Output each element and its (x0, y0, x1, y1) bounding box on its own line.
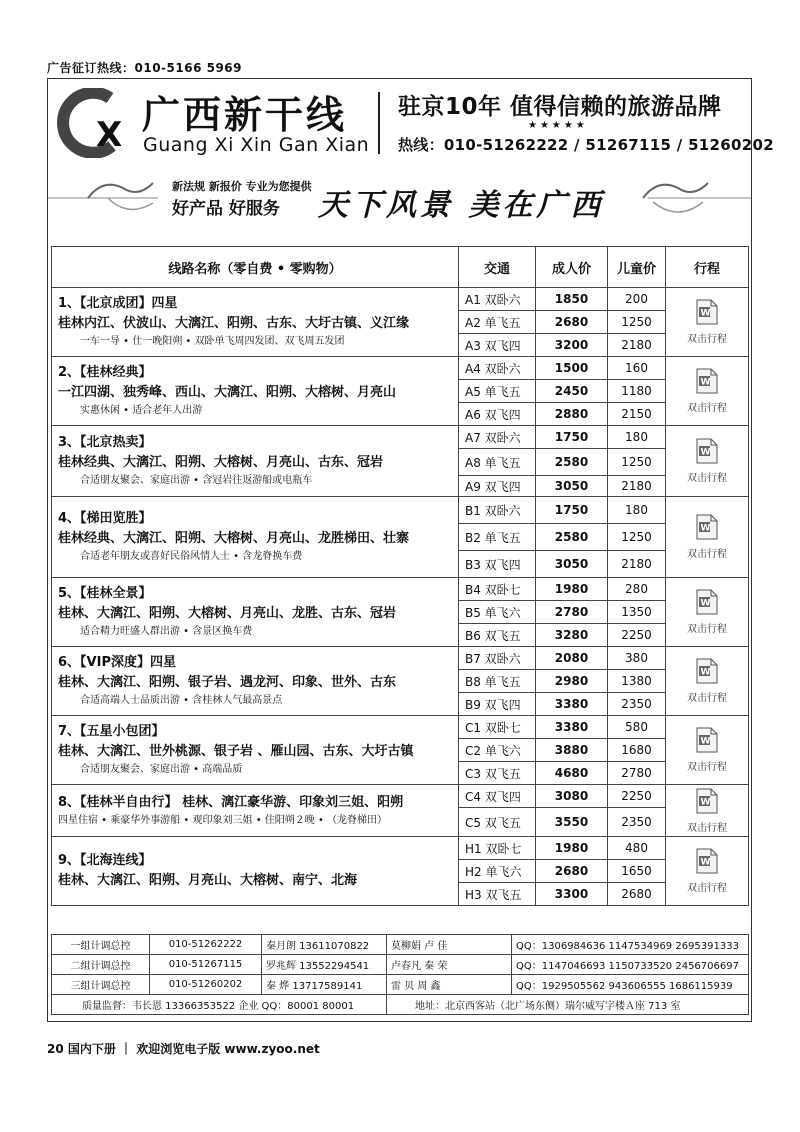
transport-code: B5 单飞六 (459, 601, 536, 624)
contact-group: 三组计调总控 (52, 975, 150, 995)
itinerary-label[interactable]: 双击行程 (687, 549, 727, 560)
transport-code: B3 双飞四 (459, 551, 536, 578)
route-note: 一车一导 • 仕一晚阳朔 • 双卧单飞周四发团、双飞周五发团 (80, 336, 345, 347)
itinerary-link[interactable] (666, 837, 749, 906)
route-title: 3、【北京热卖】 (58, 435, 152, 450)
itinerary-link[interactable] (666, 357, 749, 426)
route-title: 6、【VIP深度】四星 (58, 655, 176, 670)
contact-row (52, 955, 749, 975)
contact-phone: 010-51260202 (150, 975, 262, 995)
table-row (52, 357, 749, 380)
transport-code: B9 双飞四 (459, 693, 536, 716)
adult-price: 2980 (536, 670, 608, 693)
adult-price: 3550 (536, 808, 608, 837)
transport-code: A5 单飞五 (459, 380, 536, 403)
transport-code: A3 双飞四 (459, 334, 536, 357)
route-info (52, 716, 459, 785)
transport-code: C5 双飞五 (459, 808, 536, 837)
col-route: 线路名称（零自费 • 零购物） (52, 247, 459, 288)
transport-code: A6 双飞四 (459, 403, 536, 426)
routes-table (51, 246, 749, 906)
transport-code: H1 双卧七 (459, 837, 536, 860)
adult-price: 2580 (536, 449, 608, 476)
adult-price: 2080 (536, 647, 608, 670)
contact-group: 一组计调总控 (52, 935, 150, 955)
child-price: 1250 (608, 524, 666, 551)
route-info (52, 288, 459, 357)
table-row (52, 578, 749, 601)
adult-price: 3080 (536, 785, 608, 808)
child-price: 280 (608, 578, 666, 601)
child-price: 2150 (608, 403, 666, 426)
svg-text:W: W (700, 667, 711, 678)
transport-code: C4 双飞四 (459, 785, 536, 808)
quality-supervision: 质量监督：韦长恩 13366353522 企业 QQ：80001 80001 (52, 995, 387, 1015)
route-title: 4、【梯田览胜】 (58, 511, 152, 526)
child-price: 1650 (608, 860, 666, 883)
child-price: 1350 (608, 601, 666, 624)
child-price: 380 (608, 647, 666, 670)
route-info (52, 426, 459, 497)
adult-price: 2450 (536, 380, 608, 403)
word-doc-icon[interactable] (696, 514, 718, 540)
adult-price: 4680 (536, 762, 608, 785)
route-info (52, 647, 459, 716)
adult-price: 1750 (536, 426, 608, 449)
svg-text:X: X (96, 115, 123, 155)
contacts-table (51, 934, 749, 1015)
table-row (52, 716, 749, 739)
route-stops: 一江四湖、独秀峰、西山、大漓江、阳朔、大榕树、月亮山 (58, 385, 397, 400)
child-price: 1680 (608, 739, 666, 762)
child-price: 2780 (608, 762, 666, 785)
transport-code: A2 单飞五 (459, 311, 536, 334)
header-divider (378, 92, 380, 154)
word-doc-icon[interactable] (696, 788, 718, 814)
route-stops: 桂林、大漓江、阳朔、银子岩、遇龙河、印象、世外、古东 (58, 675, 397, 690)
route-note: 四星住宿 • 乘豪华外事游船 • 观印象刘三姐 • 住阳朔２晚 • （龙脊梯田） (58, 814, 388, 826)
transport-code: B4 双卧七 (459, 578, 536, 601)
route-stops: 桂林、大漓江、阳朔、月亮山、大榕树、南宁、北海 (58, 873, 358, 888)
contact-phone: 010-51262222 (150, 935, 262, 955)
adult-price: 3380 (536, 693, 608, 716)
word-doc-icon[interactable] (696, 589, 718, 615)
route-title: 9、【北海连线】 (58, 853, 152, 868)
contact-qq: QQ：1929505562 943606555 1686115939 (512, 975, 749, 995)
transport-code: H3 双飞五 (459, 883, 536, 906)
route-title: 5、【桂林全景】 (58, 586, 152, 601)
page-footer: 20 国内下册 ｜ 欢迎浏览电子版 www.zyoo.net (47, 1042, 320, 1056)
banner-service: 好产品 好服务 (172, 199, 280, 219)
child-price: 2180 (608, 476, 666, 497)
brand-pinyin: Guang Xi Xin Gan Xian (143, 134, 370, 156)
adult-price: 2680 (536, 860, 608, 883)
transport-code: B1 双卧六 (459, 497, 536, 524)
route-stops: 桂林内江、伏波山、大漓江、阳朔、古东、大圩古镇、义江缘 (58, 316, 410, 331)
word-doc-icon[interactable] (696, 848, 718, 874)
col-transport: 交通 (459, 247, 536, 288)
transport-code: B2 单飞五 (459, 524, 536, 551)
table-row (52, 426, 749, 449)
route-info (52, 578, 459, 647)
banner-calligraphy: 天下风景 美在广西 (318, 188, 605, 223)
child-price: 160 (608, 357, 666, 380)
itinerary-label[interactable]: 双击行程 (687, 822, 727, 834)
itinerary-label[interactable]: 双击行程 (687, 334, 727, 345)
itinerary-link[interactable] (666, 578, 749, 647)
adult-price: 1750 (536, 497, 608, 524)
itinerary-label[interactable]: 双击行程 (687, 403, 727, 414)
slogan: 驻京10年 值得信赖的旅游品牌 (398, 94, 722, 120)
contact-phone: 010-51267115 (150, 955, 262, 975)
adult-price: 3280 (536, 624, 608, 647)
itinerary-link[interactable] (666, 716, 749, 785)
adult-price: 3300 (536, 883, 608, 906)
word-doc-icon[interactable] (696, 438, 718, 464)
child-price: 2680 (608, 883, 666, 906)
transport-code: C1 双卧七 (459, 716, 536, 739)
transport-code: A7 双卧六 (459, 426, 536, 449)
adult-price: 3050 (536, 551, 608, 578)
transport-code: A9 双飞四 (459, 476, 536, 497)
route-note: 合适老年朋友或喜好民俗风情人士 • 含龙脊换车费 (80, 551, 303, 562)
itinerary-label[interactable]: 双击行程 (687, 883, 727, 894)
child-price: 1380 (608, 670, 666, 693)
itinerary-link[interactable] (666, 785, 749, 837)
brand-name: 广西新干线 (142, 92, 348, 137)
adult-price: 2880 (536, 403, 608, 426)
contact-staff: 雷 贝 周 鑫 (387, 975, 512, 995)
route-title: 8、【桂林半自由行】 桂林、漓江豪华游、印象刘三姐、阳朔 (58, 794, 404, 810)
child-price: 2180 (608, 334, 666, 357)
contact-staff: 莫柳娟 卢 佳 (387, 935, 512, 955)
child-price: 2180 (608, 551, 666, 578)
route-note: 合适朋友聚会、家庭出游 • 含冠岩往返游船或电瓶车 (80, 475, 313, 486)
route-info (52, 785, 459, 837)
itinerary-label[interactable]: 双击行程 (687, 693, 727, 704)
adult-price: 3200 (536, 334, 608, 357)
route-note: 适合精力旺盛人群出游 • 含景区换车费 (80, 626, 253, 637)
adult-price: 3380 (536, 716, 608, 739)
table-row (52, 785, 749, 808)
svg-text:W: W (700, 447, 711, 458)
banner-tagline: 新法规 新报价 专业为您提供 (172, 180, 312, 193)
brand-logo (52, 88, 132, 158)
contact-row (52, 935, 749, 955)
transport-code: A8 单飞五 (459, 449, 536, 476)
contact-person: 罗兆辉 13552294541 (262, 955, 387, 975)
table-row (52, 497, 749, 524)
child-price: 1180 (608, 380, 666, 403)
ad-hotline: 广告征订热线：010-5166 5969 (47, 61, 243, 75)
route-stops: 桂林经典、大漓江、阳朔、大榕树、月亮山、古东、冠岩 (58, 455, 384, 470)
route-stops: 桂林经典、大漓江、阳朔、大榕树、月亮山、龙胜梯田、壮寨 (58, 531, 410, 546)
transport-code: B8 单飞五 (459, 670, 536, 693)
contact-staff: 卢春凡 秦 荣 (387, 955, 512, 975)
child-price: 2250 (608, 785, 666, 808)
child-price: 180 (608, 497, 666, 524)
word-doc-icon[interactable] (696, 727, 718, 753)
itinerary-link[interactable] (666, 426, 749, 497)
child-price: 1250 (608, 449, 666, 476)
word-doc-icon[interactable] (696, 368, 718, 394)
col-child: 儿童价 (608, 247, 666, 288)
route-info (52, 497, 459, 578)
route-title: 2、【桂林经典】 (58, 365, 152, 380)
itinerary-label[interactable]: 双击行程 (687, 473, 727, 484)
transport-code: B7 双卧六 (459, 647, 536, 670)
itinerary-label[interactable]: 双击行程 (687, 762, 727, 773)
office-address: 地址：北京西客站（北广场东侧）瑞尔威写字楼Ａ座 713 室 (387, 995, 749, 1015)
col-itinerary: 行程 (666, 247, 749, 288)
adult-price: 3050 (536, 476, 608, 497)
svg-text:W: W (700, 308, 711, 319)
word-doc-icon[interactable] (696, 658, 718, 684)
svg-text:W: W (700, 377, 711, 388)
svg-text:W: W (700, 523, 711, 534)
route-note: 实惠休闲 • 适合老年人出游 (80, 405, 203, 416)
child-price: 2250 (608, 624, 666, 647)
route-title: 1、【北京成团】四星 (58, 296, 178, 311)
svg-text:W: W (700, 736, 711, 747)
word-doc-icon[interactable] (696, 299, 718, 325)
svg-text:W: W (700, 797, 711, 807)
adult-price: 3880 (536, 739, 608, 762)
adult-price: 1500 (536, 357, 608, 380)
contact-person: 秦月朗 13611070822 (262, 935, 387, 955)
contact-row (52, 975, 749, 995)
child-price: 480 (608, 837, 666, 860)
route-title: 7、【五星小包团】 (58, 724, 165, 739)
header-hotline: 热线：010-51262222 / 51267115 / 51260202 (398, 136, 774, 154)
transport-code: C2 单飞六 (459, 739, 536, 762)
itinerary-link[interactable] (666, 647, 749, 716)
col-adult: 成人价 (536, 247, 608, 288)
itinerary-label[interactable]: 双击行程 (687, 624, 727, 635)
table-row (52, 837, 749, 860)
child-price: 180 (608, 426, 666, 449)
contact-person: 秦 烨 13717589141 (262, 975, 387, 995)
route-note: 合适朋友聚会、家庭出游 • 高端品质 (80, 764, 243, 775)
child-price: 580 (608, 716, 666, 739)
contact-group: 二组计调总控 (52, 955, 150, 975)
itinerary-link[interactable] (666, 497, 749, 578)
table-row (52, 647, 749, 670)
route-note: 合适高端人士品质出游 • 含桂林人气最高景点 (80, 695, 283, 706)
transport-code: H2 单飞六 (459, 860, 536, 883)
svg-text:W: W (700, 598, 711, 609)
transport-code: A1 双卧六 (459, 288, 536, 311)
route-info (52, 357, 459, 426)
contact-qq: QQ：1147046693 1150733520 2456706697 (512, 955, 749, 975)
route-info (52, 837, 459, 906)
child-price: 2350 (608, 693, 666, 716)
child-price: 2350 (608, 808, 666, 837)
stars-rating: ★★★★★ (528, 120, 588, 131)
contact-qq: QQ：1306984636 1147534969 2695391333 (512, 935, 749, 955)
adult-price: 2680 (536, 311, 608, 334)
child-price: 200 (608, 288, 666, 311)
route-stops: 桂林、大漓江、世外桃源、银子岩 、雁山园、古东、大圩古镇 (58, 744, 414, 759)
supervision-row (52, 995, 749, 1015)
table-header-row (52, 247, 749, 288)
adult-price: 2580 (536, 524, 608, 551)
child-price: 1250 (608, 311, 666, 334)
adult-price: 2780 (536, 601, 608, 624)
transport-code: A4 双卧六 (459, 357, 536, 380)
adult-price: 1980 (536, 578, 608, 601)
transport-code: B6 双飞五 (459, 624, 536, 647)
transport-code: C3 双飞五 (459, 762, 536, 785)
table-row (52, 288, 749, 311)
itinerary-link[interactable] (666, 288, 749, 357)
svg-text:W: W (700, 857, 711, 868)
adult-price: 1980 (536, 837, 608, 860)
route-stops: 桂林、大漓江、阳朔、大榕树、月亮山、龙胜、古东、冠岩 (58, 606, 397, 621)
adult-price: 1850 (536, 288, 608, 311)
